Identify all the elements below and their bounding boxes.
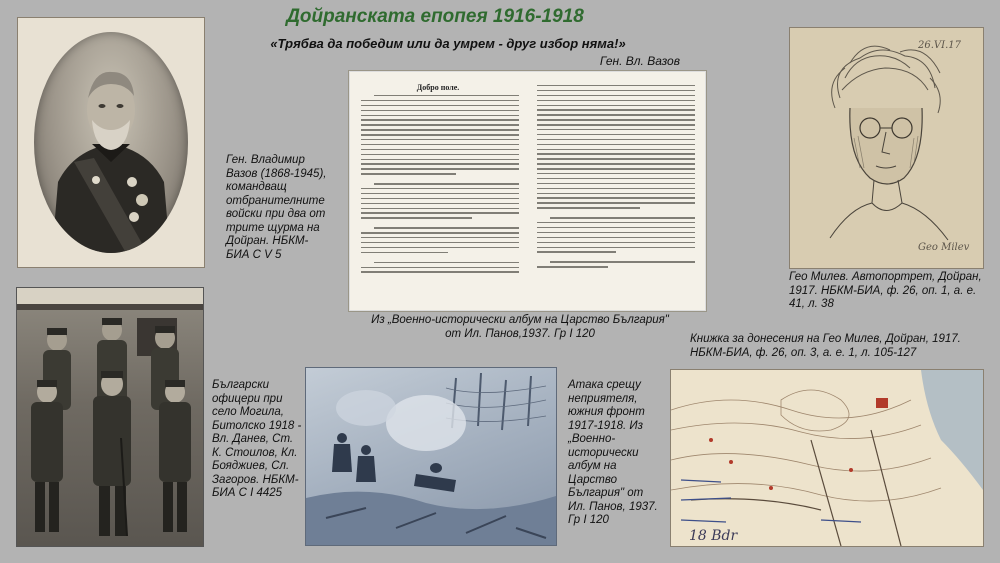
- map-handwritten-note: 18 Bdr: [689, 528, 738, 544]
- sketch-drawing: [790, 28, 983, 268]
- attack-caption: Атака срещу неприятеля, южния фронт 1917-1918. Из „Военно-исторически албум на Царство България" от Ил. Панов, 1937. Гр I 120: [568, 379, 658, 526]
- notebook-caption: Книжка за донесения на Гео Милев, Дойран, 1917. НБКМ-БИА, ф. 26, оп. 3, а. е. 1, л. 105-127: [690, 333, 961, 359]
- motto-quote: «Трябва да победим или да умрем - друг избор няма!»: [270, 36, 626, 51]
- newspaper-heading: Добро поле.: [416, 83, 460, 92]
- self-portrait-caption: Гео Милев. Автопортрет, Дойран, 1917. НБКМ-БИА, ф. 26, оп. 1, а. е. 41, л. 38: [789, 271, 982, 310]
- motto-author: Ген. Вл. Вазов: [599, 54, 680, 68]
- notebook-map-image: [670, 369, 984, 547]
- newspaper-column-left: [361, 95, 519, 300]
- newspaper-page: [348, 70, 707, 312]
- newspaper-column-right: [537, 85, 695, 300]
- portrait-caption: Ген. Владимир Вазов (1868-1945), командващ отбранителните войски при два от трите щурма на Дойран. НБКМ-БИА С V 5: [226, 154, 327, 261]
- general-portrait-photo: [17, 17, 205, 268]
- general-portrait-figure: [34, 32, 188, 253]
- newspaper-caption: Из „Военно-исторически албум на Царство България" от Ил. Панов,1937. Гр I 120: [371, 314, 669, 340]
- self-portrait-sketch: [789, 27, 984, 269]
- battle-scene-drawing: [306, 368, 556, 545]
- sketch-signature: Geo Milev: [918, 242, 970, 253]
- officers-group-photo: [16, 287, 204, 547]
- notebook-map-drawing: [671, 370, 983, 546]
- page-title: Дойранската епопея 1916-1918: [286, 6, 584, 27]
- sketch-date-note: 26.VI.17: [918, 40, 961, 51]
- officers-figures: [17, 288, 203, 546]
- battle-scene-image: [305, 367, 557, 546]
- officers-caption: Български офицери при село Могила, Битолско 1918 - Вл. Данев, Ст. К. Стоилов, Кл. Бояджиев, Сл. Загоров. НБКМ-БИА С I 4425: [212, 379, 302, 499]
- general-portrait-oval: [34, 32, 188, 253]
